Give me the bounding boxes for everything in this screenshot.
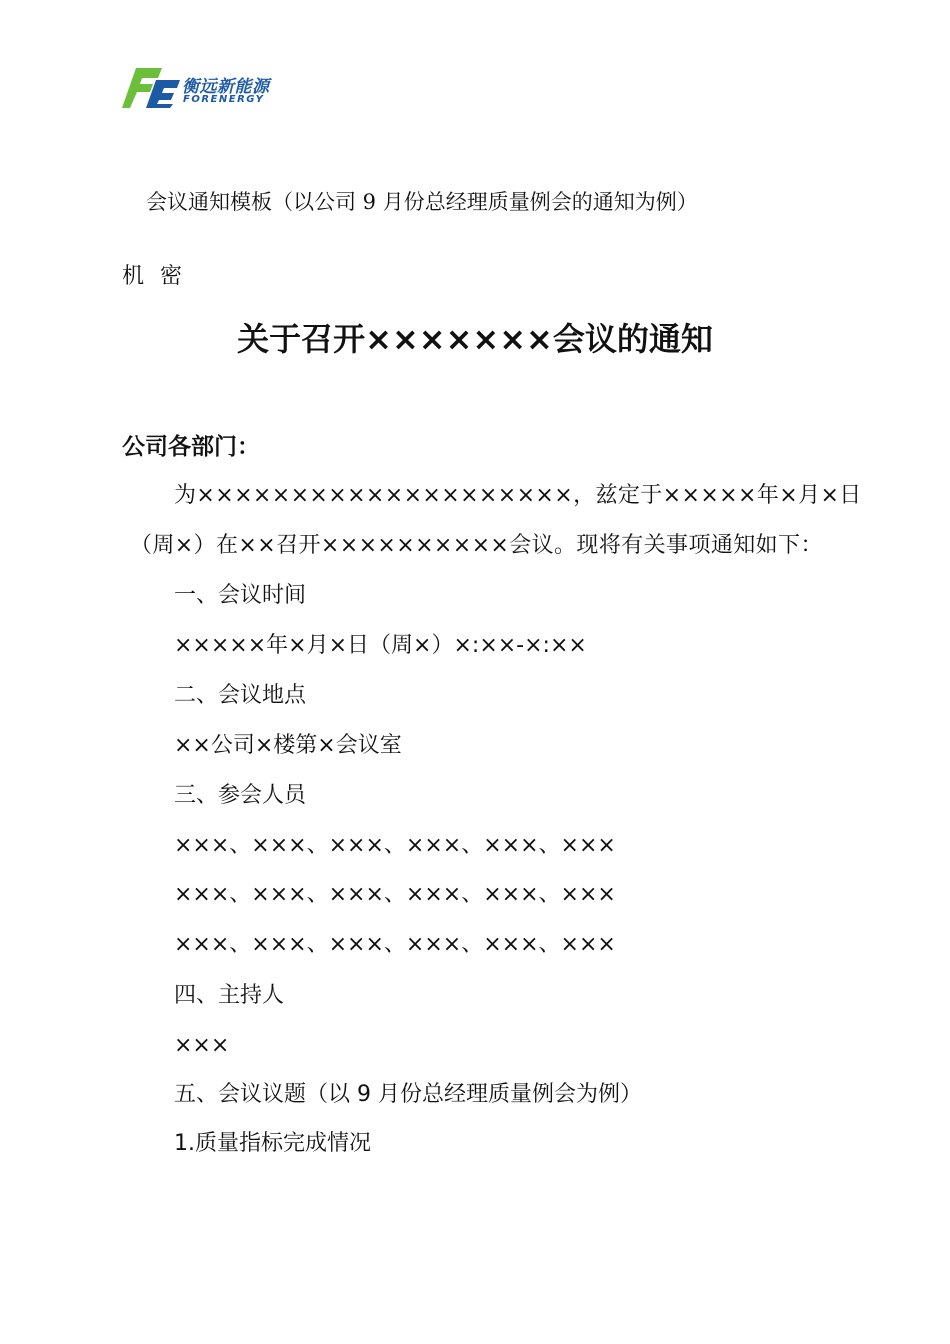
forenergy-logo-icon — [122, 66, 182, 110]
section-time-heading: 一、会议时间 — [174, 583, 307, 608]
section-place-value: ××公司×楼第×会议室 — [174, 733, 402, 758]
section-place-heading: 二、会议地点 — [174, 683, 307, 708]
section-host-value: ××× — [174, 1033, 230, 1058]
intro-line-2: （周×）在××召开××××××××××会议。现将有关事项通知如下： — [130, 533, 823, 558]
section-host-heading: 四、主持人 — [174, 983, 285, 1008]
addressee: 公司各部门： — [122, 434, 260, 460]
section-attendees-heading: 三、参会人员 — [174, 783, 307, 808]
logo-name-cn: 衡远新能源 — [182, 77, 270, 97]
logo-name-en: FORENERGY — [183, 94, 265, 105]
intro-line-1: 为××××××××××××××××××××，兹定于×××××年×月×日 — [174, 483, 862, 508]
confidential-label: 机密 — [122, 264, 199, 289]
attendees-row: ×××、×××、×××、×××、×××、××× — [174, 833, 616, 858]
attendees-row: ×××、×××、×××、×××、×××、××× — [174, 882, 616, 907]
section-topics-heading: 五、会议议题（以 9 月份总经理质量例会为例） — [174, 1082, 642, 1107]
topic-item: 1.质量指标完成情况 — [174, 1131, 371, 1156]
notice-title: 关于召开×××××××会议的通知 — [237, 320, 713, 358]
section-time-value: ×××××年×月×日（周×）×:××-×:×× — [174, 633, 587, 658]
company-logo — [122, 66, 292, 110]
attendees-row: ×××、×××、×××、×××、×××、××× — [174, 932, 616, 957]
template-caption: 会议通知模板（以公司 9 月份总经理质量例会的通知为例） — [146, 190, 698, 214]
